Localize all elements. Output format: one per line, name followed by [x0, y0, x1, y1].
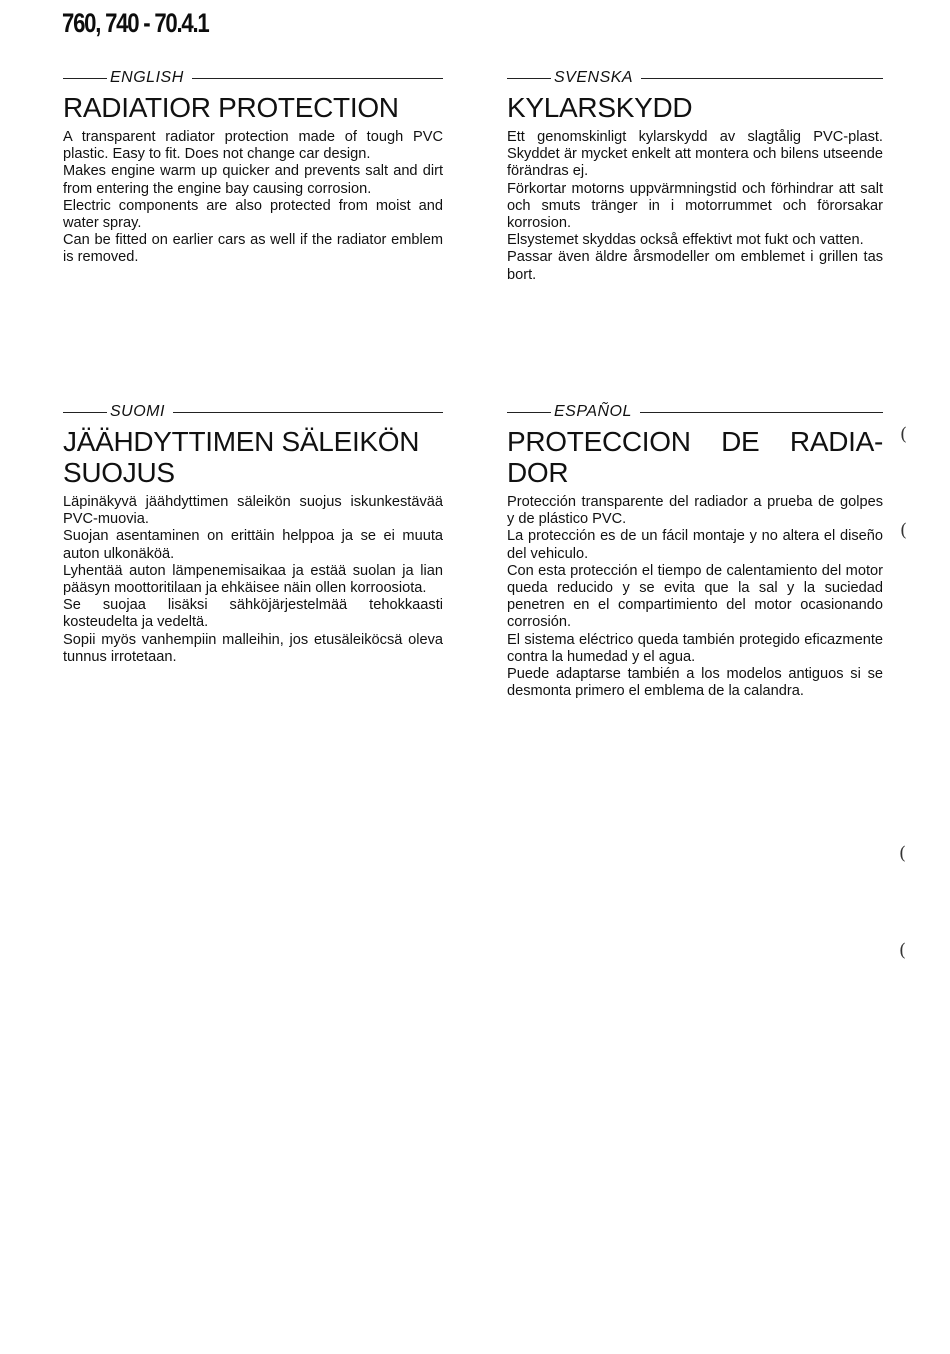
paragraph: Läpinäkyvä jäähdyttimen säleikön suojus iskunkestävää PVC-muovia. [63, 494, 443, 528]
section-english [63, 68, 443, 267]
language-label: SVENSKA [554, 69, 634, 86]
paragraph: Förkortar motorns uppvärmningstid och förhindrar att salt och smuts tränger in i motorrummet och förorsakar korrosion. [507, 180, 883, 232]
paragraph: Can be fitted on earlier cars as well if the radiator emblem is removed. [63, 232, 443, 266]
section-body [63, 129, 443, 267]
paragraph: Con esta protección el tiempo de calentamiento del motor queda reducido y se evita que la sal y la suciedad penetren en el compartimiento del motor ocasionando corrosión. [507, 562, 883, 631]
section-espanol [507, 402, 883, 700]
binder-hole-mark: ( [899, 940, 907, 961]
section-title: JÄÄHDYTTIMEN SÄLEIKÖN SUOJUS [63, 426, 420, 488]
paragraph: Lyhentää auton lämpenemisaikaa ja estää suolan ja lian pääsyn moottoritilaan ja ehkäisee näin ollen korroosiota. [63, 562, 443, 597]
language-divider [63, 68, 443, 88]
paragraph: A transparent radiator protection made of tough PVC plastic. Easy to fit. Does not change car design. [63, 129, 443, 163]
paragraph: Sopii myös vanhempiin malleihin, jos etusäleiköсsä oleva tunnus irrotetaan. [63, 631, 443, 665]
section-body [507, 494, 883, 700]
paragraph: Electric components are also protected from moist and water spray. [63, 197, 443, 232]
language-label: ESPAÑOL [554, 403, 632, 420]
language-divider [507, 402, 883, 422]
paragraph: Elsystemet skyddas också effektivt mot fukt och vatten. [507, 232, 864, 249]
language-label: SUOMI [110, 403, 165, 420]
section-suomi [63, 402, 443, 666]
section-body [63, 494, 443, 666]
section-title: PROTECCION DE RADIA-DOR [507, 426, 883, 488]
binder-hole-mark: ( [900, 424, 908, 445]
paragraph: Suojan asentaminen on erittäin helppoa ja se ei muuta auton ulkonäköä. [63, 528, 443, 562]
document-code: 760, 740 - 70.4.1 [62, 8, 209, 38]
paragraph: Ett genomskinligt kylarskydd av slagtålig PVC-plast. Skyddet är mycket enkelt att montera och bilens utseende förändras ej. [507, 129, 883, 180]
section-svenska [507, 68, 883, 284]
language-divider [63, 402, 443, 422]
section-title: RADIATIOR PROTECTION [63, 92, 399, 123]
language-divider [507, 68, 883, 88]
paragraph: Protección transparente del radiador a prueba de golpes y de plástico PVC. [507, 494, 883, 528]
paragraph: Se suojaa lisäksi sähköjärjestelmää tehokkaasti kosteudelta ja vedeltä. [63, 597, 443, 631]
language-label: ENGLISH [110, 69, 184, 86]
binder-hole-mark: ( [899, 843, 907, 864]
paragraph: Makes engine warm up quicker and prevents salt and dirt from entering the engine bay causing corrosion. [63, 163, 443, 197]
paragraph: La protección es de un fácil montaje y no altera el diseño del vehiculo. [507, 528, 883, 562]
binder-hole-mark: ( [900, 520, 908, 541]
paragraph: El sistema eléctrico queda también protegido eficazmente contra la humedad y el agua. [507, 631, 883, 665]
paragraph: Puede adaptarse también a los modelos antiguos si se desmonta primero el emblema de la calandra. [507, 666, 883, 700]
section-title: KYLARSKYDD [507, 92, 693, 123]
section-body [507, 129, 883, 284]
paragraph: Passar även äldre årsmodeller om emblemet i grillen tas bort. [507, 249, 883, 283]
